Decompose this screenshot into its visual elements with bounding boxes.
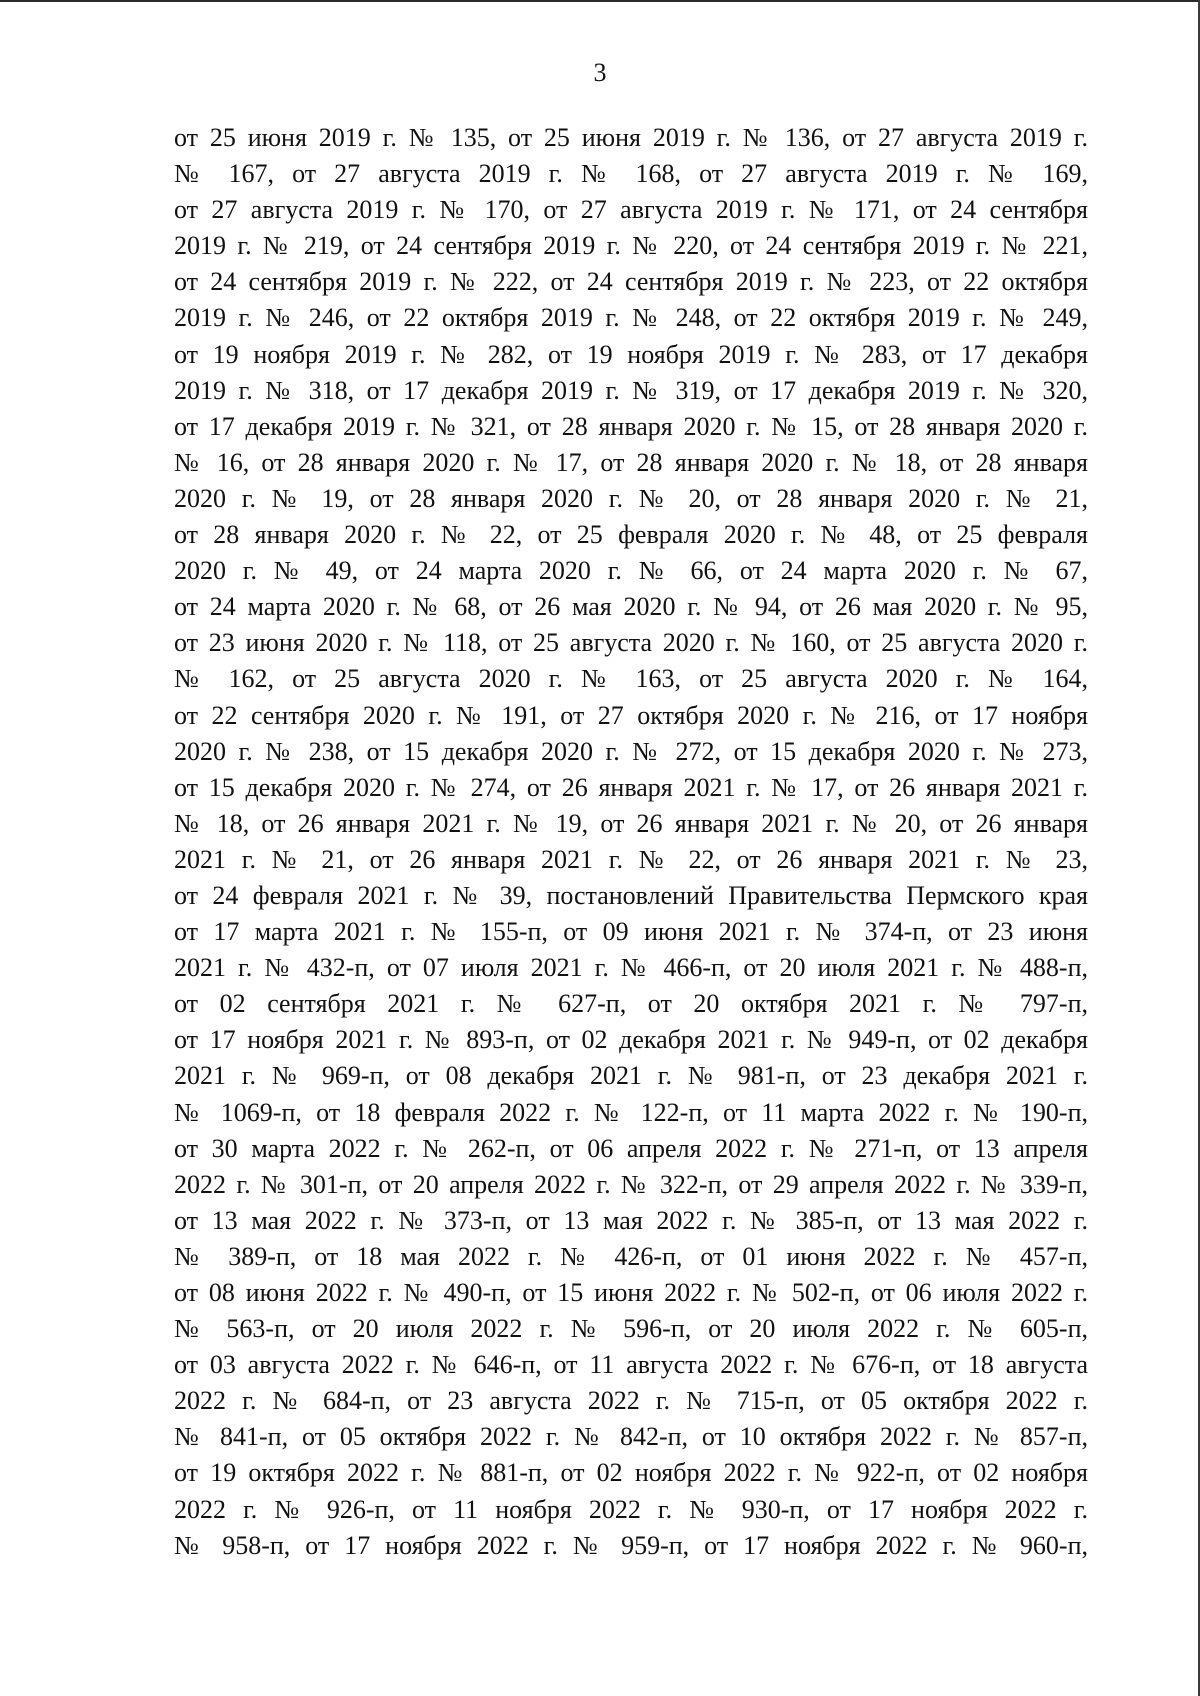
text-line: от 24 февраля 2021 г. № 39, постановлений Правительства Пермского края (174, 880, 1088, 910)
text-line: от 03 августа 2022 г. № 646-п, от 11 августа 2022 г. № 676-п, от 18 августа (174, 1350, 1088, 1380)
text-line: 2021 г. № 21, от 26 января 2021 г. № 22, от 26 января 2021 г. № 23, (174, 844, 1088, 874)
text-line: № 162, от 25 августа 2020 г. № 163, от 25 августа 2020 г. № 164, (174, 664, 1088, 694)
text-line: от 22 сентября 2020 г. № 191, от 27 октября 2020 г. № 216, от 17 ноября (174, 700, 1088, 730)
text-line: от 28 января 2020 г. № 22, от 25 февраля 2020 г. № 48, от 25 февраля (174, 520, 1088, 550)
text-line: № 167, от 27 августа 2019 г. № 168, от 27 августа 2019 г. № 169, (174, 159, 1088, 189)
text-line: № 1069-п, от 18 февраля 2022 г. № 122-п, от 11 марта 2022 г. № 190-п, (174, 1097, 1088, 1127)
text-line: от 17 марта 2021 г. № 155-п, от 09 июня 2021 г. № 374-п, от 23 июня (174, 917, 1088, 947)
text-line: № 841-п, от 05 октября 2022 г. № 842-п, от 10 октября 2022 г. № 857-п, (174, 1422, 1088, 1452)
text-line: от 17 ноября 2021 г. № 893-п, от 02 декабря 2021 г. № 949-п, от 02 декабря (174, 1025, 1088, 1055)
text-line: 2022 г. № 926-п, от 11 ноября 2022 г. № 930-п, от 17 ноября 2022 г. (174, 1494, 1088, 1524)
text-line: 2019 г. № 246, от 22 октября 2019 г. № 248, от 22 октября 2019 г. № 249, (174, 303, 1088, 333)
text-line: от 19 октября 2022 г. № 881-п, от 02 ноября 2022 г. № 922-п, от 02 ноября (174, 1458, 1088, 1488)
text-line: от 27 августа 2019 г. № 170, от 27 августа 2019 г. № 171, от 24 сентября (174, 195, 1088, 225)
text-line: 2021 г. № 432-п, от 07 июля 2021 г. № 466-п, от 20 июля 2021 г. № 488-п, (174, 953, 1088, 983)
text-line: от 02 сентября 2021 г. № 627-п, от 20 октября 2021 г. № 797-п, (174, 989, 1088, 1019)
text-line: от 15 декабря 2020 г. № 274, от 26 января 2021 г. № 17, от 26 января 2021 г. (174, 772, 1088, 802)
text-line: от 24 марта 2020 г. № 68, от 26 мая 2020 г. № 94, от 26 мая 2020 г. № 95, (174, 592, 1088, 622)
text-line: № 563-п, от 20 июля 2022 г. № 596-п, от 20 июля 2022 г. № 605-п, (174, 1314, 1088, 1344)
text-line: 2021 г. № 969-п, от 08 декабря 2021 г. № 981-п, от 23 декабря 2021 г. (174, 1061, 1088, 1091)
page-number: 3 (593, 58, 607, 87)
text-line: 2022 г. № 684-п, от 23 августа 2022 г. № 715-п, от 05 октября 2022 г. (174, 1386, 1088, 1416)
text-line: от 17 декабря 2019 г. № 321, от 28 января 2020 г. № 15, от 28 января 2020 г. (174, 411, 1088, 441)
text-line: № 16, от 28 января 2020 г. № 17, от 28 января 2020 г. № 18, от 28 января (174, 447, 1088, 477)
text-line: 2020 г. № 19, от 28 января 2020 г. № 20, от 28 января 2020 г. № 21, (174, 483, 1088, 513)
text-line: от 19 ноября 2019 г. № 282, от 19 ноября 2019 г. № 283, от 17 декабря (174, 339, 1088, 369)
document-body-text (174, 120, 1088, 1564)
text-line: от 25 июня 2019 г. № 135, от 25 июня 2019 г. № 136, от 27 августа 2019 г. (174, 123, 1088, 152)
text-line: от 08 июня 2022 г. № 490-п, от 15 июня 2022 г. № 502-п, от 06 июля 2022 г. (174, 1278, 1088, 1307)
text-line: 2019 г. № 219, от 24 сентября 2019 г. № 220, от 24 сентября 2019 г. № 221, (174, 231, 1088, 261)
text-line: 2020 г. № 49, от 24 марта 2020 г. № 66, от 24 марта 2020 г. № 67, (174, 556, 1088, 586)
text-line: от 30 марта 2022 г. № 262-п, от 06 апреля 2022 г. № 271-п, от 13 апреля (174, 1133, 1088, 1163)
text-line: от 23 июня 2020 г. № 118, от 25 августа 2020 г. № 160, от 25 августа 2020 г. (174, 628, 1088, 658)
text-line: № 18, от 26 января 2021 г. № 19, от 26 января 2021 г. № 20, от 26 января (174, 808, 1088, 838)
text-line: от 24 сентября 2019 г. № 222, от 24 сентября 2019 г. № 223, от 22 октября (174, 267, 1088, 297)
scan-top-edge (0, 0, 1200, 2)
text-line: 2020 г. № 238, от 15 декабря 2020 г. № 272, от 15 декабря 2020 г. № 273, (174, 736, 1088, 766)
text-line: от 13 мая 2022 г. № 373-п, от 13 мая 2022 г. № 385-п, от 13 мая 2022 г. (174, 1205, 1088, 1235)
text-line: 2022 г. № 301-п, от 20 апреля 2022 г. № 322-п, от 29 апреля 2022 г. № 339-п, (174, 1169, 1088, 1199)
text-line: № 958-п, от 17 ноября 2022 г. № 959-п, от 17 ноября 2022 г. № 960-п, (174, 1530, 1088, 1560)
text-line: 2019 г. № 318, от 17 декабря 2019 г. № 319, от 17 декабря 2019 г. № 320, (174, 375, 1088, 405)
text-line: № 389-п, от 18 мая 2022 г. № 426-п, от 01 июня 2022 г. № 457-п, (174, 1241, 1088, 1271)
